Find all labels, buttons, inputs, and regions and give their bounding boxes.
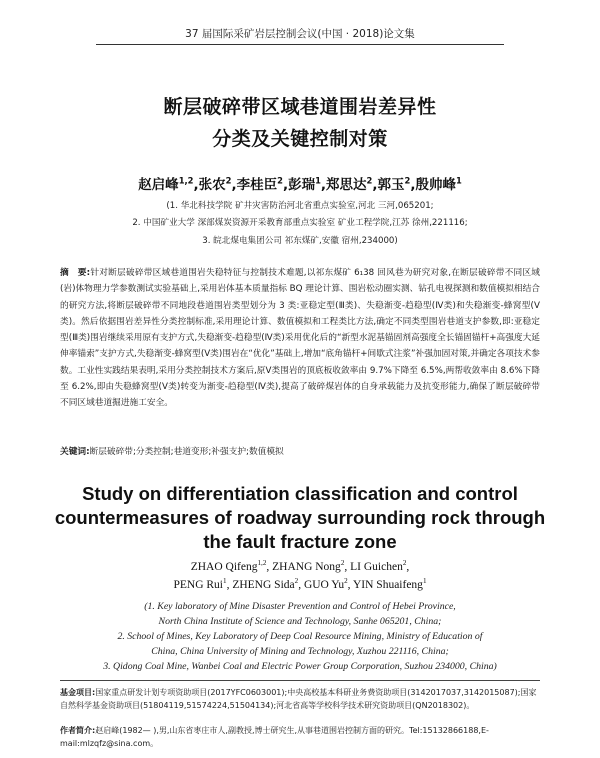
footnote-rule [60,680,540,681]
en-author: ZHAO Qifeng$^{1,2}$ [190,559,267,573]
en-title-line-3: the fault fracture zone [203,531,397,552]
en-title-line-2: countermeasures of roadway surrounding rock through [54,507,546,528]
running-header: 37 届国际采矿岩层控制会议(中国 · 2018)论文集 [185,28,415,40]
en-author-row-1: ZHAO Qifeng$^{1,2}$, ZHANG Nong$^2$, LI Guichen$^2$, [190,559,410,573]
en-author: YIN Shuaifeng$^1$ [352,577,427,591]
en-affiliation-line-5: 3. Qidong Coal Mine, Wanbei Coal and Electric Power Group Corporation, Suzhou 234000, China) [103,661,497,672]
en-affiliation-line-2: North China Institute of Science and Technology, Sanhe 065201, China; [158,616,442,627]
en-author-row-2: PENG Rui$^1$, ZHENG Sida$^2$, GUO Yu$^2$, YIN Shuaifeng$^1$ [173,577,427,591]
abstract [60,265,540,412]
cn-author-list: 赵启峰$^{1,2}$,张农$^2$,李桂臣$^2$,彭瑞$^1$,郑思达$^2$,郭玉$^2$,殷帅峰$^1$ [138,175,462,193]
en-affiliation-line-4: China, China University of Mining and Technology, Xuzhou 221116, China; [151,646,449,657]
en-author: ZHANG Nong$^2$ [272,559,345,573]
cn-author: 赵启峰$^{1,2}$ [138,175,194,193]
author-bio-label: 作者简介: [60,726,96,735]
cn-author: 李桂臣$^2$ [236,175,283,193]
en-author: ZHENG Sida$^2$ [232,577,299,591]
cn-author: 郭玉$^2$ [377,175,411,193]
funding-text: 国家重点研发计划专项资助项目(2017YFC0603001);中央高校基本科研业务费资助项目(3142017037,3142015087);国家自然科学基金资助项目(51804119,51574224,51504134);河北省高等学校科学技术研究资助项目(QN2018302)。 [60,688,537,710]
cn-author: 彭瑞$^1$ [288,175,321,193]
footnote-author-bio [60,724,540,750]
abstract-text: 针对断层破碎带区域巷道围岩失稳特征与控制技术难题,以祁东煤矿 6₁38 回风巷为研究对象,在断层破碎带不同区域(岩)体物理力学参数测试实验基础上,采用岩体基本质量指标 BQ 理论计算、围岩松动圈实测、钻孔电视探测和数值模拟相结合的研究方法,将断层破碎带不同地段巷道围岩类型划分为 3 类:亚稳定型(Ⅲ类)、失稳渐变-趋稳型(Ⅳ类)和失稳渐变-蜂窝型(Ⅴ类)。然后依据围岩差异性分类控制标准,采用理论计算、数值模拟和工程类比方法,确定不同类型围岩巷道支护参数,即:亚稳定型(Ⅲ类)围岩继续采用原有支护方式,失稳渐变-趋稳型(Ⅳ类)采用优化后的“新型水泥基锚固剂高强度全长锚固锚杆+高强度大延伸率锚索”支护方式,失稳渐变-蜂窝型(Ⅴ类)围岩在“优化”基础上,增加“底角锚杆+间歇式注浆”补强加固对策,并确定各项技术参数。工业性实践结果表明,采用分类控制技术方案后,原Ⅴ类围岩的顶底板收敛率由 9.7%下降至 6.5%,两帮收敛率由 8.6%下降至 6.2%,即由失稳蜂窝型(Ⅴ类)转变为渐变-趋稳型(Ⅳ类),提高了破碎煤岩体的自身承载能力及抗变形能力,确保了断层破碎带不同区域巷道掘进施工安全。 [60,268,540,409]
en-author: LI Guichen$^2$ [350,559,407,573]
keywords-text: 断层破碎带;分类控制;巷道变形;补强支护;数值模拟 [89,447,284,457]
en-affiliation-line-3: 2. School of Mines, Key Laboratory of Deep Coal Resource Mining, Ministry of Education of [117,631,483,642]
en-affiliation-line-1: (1. Key laboratory of Mine Disaster Prevention and Control of Hebei Province, [144,601,456,612]
author-bio-text: 赵启峰(1982— ),男,山东省枣庄市人,副教授,博士研究生,从事巷道围岩控制方面的研究。Tel:15132866188,E-mail:mlzqfz@sina.com。 [60,726,489,748]
cn-affiliation-1: (1. 华北科技学院 矿井灾害防治河北省重点实验室,河北 三河,065201; [166,201,434,211]
en-title-line-1: Study on differentiation classification and control [82,483,518,504]
keywords [60,445,540,457]
cn-author: 郑思达$^2$ [326,175,373,193]
header-rule [96,44,504,45]
cn-title-line-2: 分类及关键控制对策 [212,128,388,150]
en-author: PENG Rui$^1$ [173,577,227,591]
abstract-label: 摘 要: [60,268,91,278]
cn-title-line-1: 断层破碎带区域巷道围岩差异性 [163,96,437,118]
keywords-label: 关键词: [60,447,90,457]
cn-affiliation-3: 3. 皖北煤电集团公司 祁东煤矿,安徽 宿州,234000) [202,236,398,246]
cn-affiliation-2: 2. 中国矿业大学 深部煤炭资源开采教育部重点实验室 矿业工程学院,江苏 徐州,221116; [132,218,468,228]
footnote-funding [60,686,540,712]
en-author: GUO Yu$^2$ [303,577,348,591]
cn-author: 殷帅峰$^1$ [415,175,462,193]
funding-label: 基金项目: [60,688,96,697]
cn-author: 张农$^2$ [198,175,232,193]
